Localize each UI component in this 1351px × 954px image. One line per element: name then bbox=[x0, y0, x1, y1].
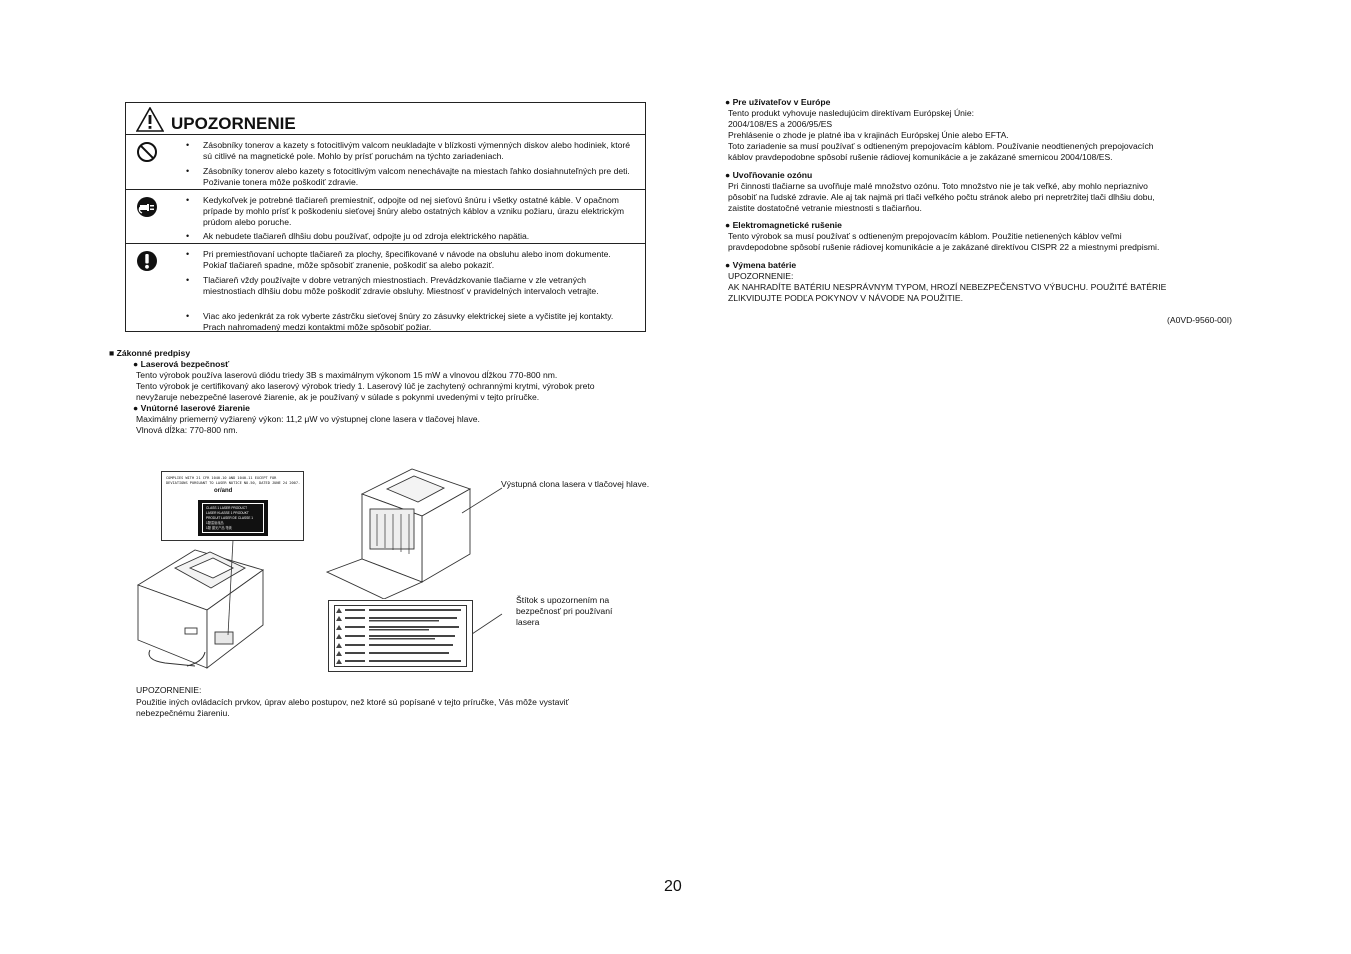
mandatory-icon bbox=[136, 250, 158, 272]
caution-item: Ak nebudete tlačiareň dlhšiu dobu používať, odpojte ju od zdroja elektrického napätia. bbox=[203, 231, 530, 241]
caution-item: Kedykoľvek je potrebné tlačiareň premiestniť, odpojte od nej sieťovú šnúru i všetky ostatné káble. V opačnom prípade by mohlo prísť k poškodeniu sieťovej šnúry alebo ostatných káblov a vzniku požiaru, úrazu elektrickým prúdom alebo poruche. bbox=[203, 195, 625, 227]
emc-line: Tento výrobok sa musí používať s odtieneným prepojovacím káblom. Použitie netienených káblov veľmi bbox=[728, 231, 1122, 241]
prohibited-icon bbox=[136, 141, 158, 163]
list-bullet: • bbox=[186, 311, 190, 321]
battery-heading: ● Výmena batérie bbox=[725, 260, 797, 270]
ozone-heading: ● Uvoľňovanie ozónu bbox=[725, 170, 813, 180]
unplug-icon bbox=[136, 196, 158, 218]
printer-rear-illustration bbox=[135, 540, 270, 675]
internal-line: Vlnová dĺžka: 770-800 nm. bbox=[136, 425, 238, 435]
list-bullet: • bbox=[186, 275, 190, 285]
compliance-text: COMPLIES WITH 21 CFR 1040.10 AND 1040.11 EXCEPT FOR bbox=[166, 476, 277, 480]
class-label-line: PRODUIT LASER DE CLASSE 1 bbox=[206, 516, 254, 520]
class-label-line: LASER KLASSE 1 PRODUKT bbox=[206, 511, 249, 515]
laser-line: Tento výrobok je certifikovaný ako laserový výrobok triedy 1. Laserový lúč je zachytený ochrannými krytmi, výrobok preto bbox=[136, 381, 595, 391]
list-bullet: • bbox=[186, 140, 190, 150]
caution-item: Zásobníky tonerov a kazety s fotocitlivým valcom neukladajte v blízkosti výmenných diskov alebo hodiniek, ktoré sú citlivé na magnetické pole. Mohlo by prísť poruchám na týchto zariadeniach. bbox=[203, 140, 631, 161]
class-label-line: 1類雷射產品 bbox=[206, 521, 224, 525]
europe-line: Tento produkt vyhovuje nasledujúcim direktívam Európskej Únie: bbox=[728, 108, 974, 118]
europe-line: káblov pravdepodobne spôsobí rušenie rádiovej komunikácie a je zakázané smernicou 2004/108/ES. bbox=[728, 152, 1113, 162]
battery-line: AK NAHRADÍTE BATÉRIU NESPRÁVNYM TYPOM, HROZÍ NEBEZPEČENSTVO VÝBUCHU. POUŽITÉ BATÉRIE bbox=[728, 282, 1167, 292]
laser-warning-label bbox=[328, 600, 473, 672]
caution-item: Pri premiestňovaní uchopte tlačiareň za plochy, špecifikované v návode na obsluhu alebo inom dokumente. Pokiaľ tlačiareň spadne, môže spôsobiť zranenie, poškodiť sa alebo pokaziť. bbox=[203, 249, 611, 270]
emc-heading: ● Elektromagnetické rušenie bbox=[725, 220, 842, 230]
list-bullet: • bbox=[186, 195, 190, 205]
list-bullet: • bbox=[186, 166, 190, 176]
emc-line: pravdepodobne spôsobí rušenie rádiovej komunikácie a je zakázané direktívou CISPR 22 a miestnymi predpismi. bbox=[728, 242, 1160, 252]
europe-line: Prehlásenie o zhode je platné iba v krajinách Európskej Únie alebo EFTA. bbox=[728, 130, 1009, 140]
document-code: (A0VD-9560-00I) bbox=[1167, 315, 1232, 325]
callout-aperture: Výstupná clona lasera v tlačovej hlave. bbox=[501, 479, 650, 489]
ozone-line: zaistite dostatočné vetranie miestnosti s tlačiarňou. bbox=[728, 203, 922, 213]
ozone-line: Pri činnosti tlačiarne sa uvoľňuje malé množstvo ozónu. Toto množstvo nie je tak veľké, aby mohlo nepriaznivo bbox=[728, 181, 1148, 191]
list-bullet: • bbox=[186, 231, 190, 241]
bottom-caution-line: nebezpečnému žiareniu. bbox=[136, 708, 230, 718]
caution-title: UPOZORNENIE bbox=[171, 114, 296, 133]
list-bullet: • bbox=[186, 249, 190, 259]
laser-line: nevyžaruje nebezpečné laserové žiarenie, ak je používaný v súlade s pokynmi uvedenými v tejto príručke. bbox=[136, 392, 540, 402]
caution-item: Zásobníky tonerov alebo kazety s fotocitlivým valcom nenechávajte na miestach ľahko dosiahnuteľných pre deti. Poživanie tonera môže poškodiť zdravie. bbox=[203, 166, 630, 187]
caution-box bbox=[125, 102, 646, 332]
caution-row-mandatory bbox=[126, 244, 645, 331]
or-and-text: or/and bbox=[214, 488, 233, 494]
class-label-line: 1類 激光产品 等級 bbox=[206, 526, 232, 530]
caution-row-unplug bbox=[126, 190, 645, 244]
compliance-text: DEVIATIONS PURSUANT TO LASER NOTICE NO.50, DATED JUNE 24 2007. bbox=[166, 481, 301, 485]
battery-line: UPOZORNENIE: bbox=[728, 271, 794, 281]
compliance-label bbox=[161, 471, 304, 541]
printer-open-illustration bbox=[322, 464, 472, 599]
internal-laser-heading: ● Vnútorné laserové žiarenie bbox=[133, 403, 250, 413]
class-label-line: CLASS 1 LASER PRODUCT bbox=[206, 506, 248, 510]
laser-safety-heading: ● Laserová bezpečnosť bbox=[133, 359, 230, 369]
internal-line: Maximálny priemerný vyžiarený výkon: 11,2 μW vo výstupnej clone lasera v tlačovej hlave. bbox=[136, 414, 480, 424]
europe-line: 2004/108/ES a 2006/95/ES bbox=[728, 119, 833, 129]
warning-triangle-icon bbox=[136, 107, 164, 132]
caution-item: Tlačiareň vždy používajte v dobre vetraných miestnostiach. Prevádzkovanie tlačiarne v zle vetraných miestnostiach dlhšiu dobu môže poškodiť zdravie obsluhy. Miestnosť v pravidelných intervaloch vetrajte. bbox=[203, 275, 599, 296]
callout-label-line: lasera bbox=[516, 617, 540, 627]
callout-label-line: bezpečnosť pri používaní bbox=[516, 606, 613, 616]
caution-item: Viac ako jedenkrát za rok vyberte zástrčku sieťovej šnúry zo zásuvky elektrickej siete a vyčistite jej kontakty. Prach nahromadený medzi kontaktmi môže spôsobiť požiar. bbox=[203, 311, 614, 332]
warning-label-text-lines bbox=[335, 606, 466, 666]
bottom-caution-title: UPOZORNENIE: bbox=[136, 685, 202, 695]
caution-row-prohibited bbox=[126, 134, 645, 190]
ozone-line: pôsobiť na ľudské zdravie. Ale aj tak najmä pri tlači veľkého počtu stránok alebo pri nepretržitej tlači dlhšiu dobu, bbox=[728, 192, 1155, 202]
page-number: 20 bbox=[664, 878, 682, 895]
bottom-caution-line: Použitie iných ovládacích prvkov, úprav alebo postupov, než ktoré sú popísané v tejto príručke, Vás môže vystaviť bbox=[136, 697, 569, 707]
legal-heading: ■ Zákonné predpisy bbox=[109, 348, 191, 358]
europe-heading: ● Pre užívateľov v Európe bbox=[725, 97, 831, 107]
class-label-panel bbox=[198, 500, 268, 536]
caution-header bbox=[126, 103, 645, 135]
laser-line: Tento výrobok používa laserovú diódu triedy 3B s maximálnym výkonom 15 mW a vlnovou dĺžkou 770-800 nm. bbox=[136, 370, 558, 380]
callout-label-line: Štítok s upozornením na bbox=[516, 595, 610, 605]
europe-line: Toto zariadenie sa musí používať s odtieneným prepojovacím káblom. Používanie neodtienených prepojovacích bbox=[728, 141, 1154, 151]
battery-line: ZLIKVIDUJTE PODĽA POKYNOV V NÁVODE NA POUŽITIE. bbox=[728, 293, 963, 303]
